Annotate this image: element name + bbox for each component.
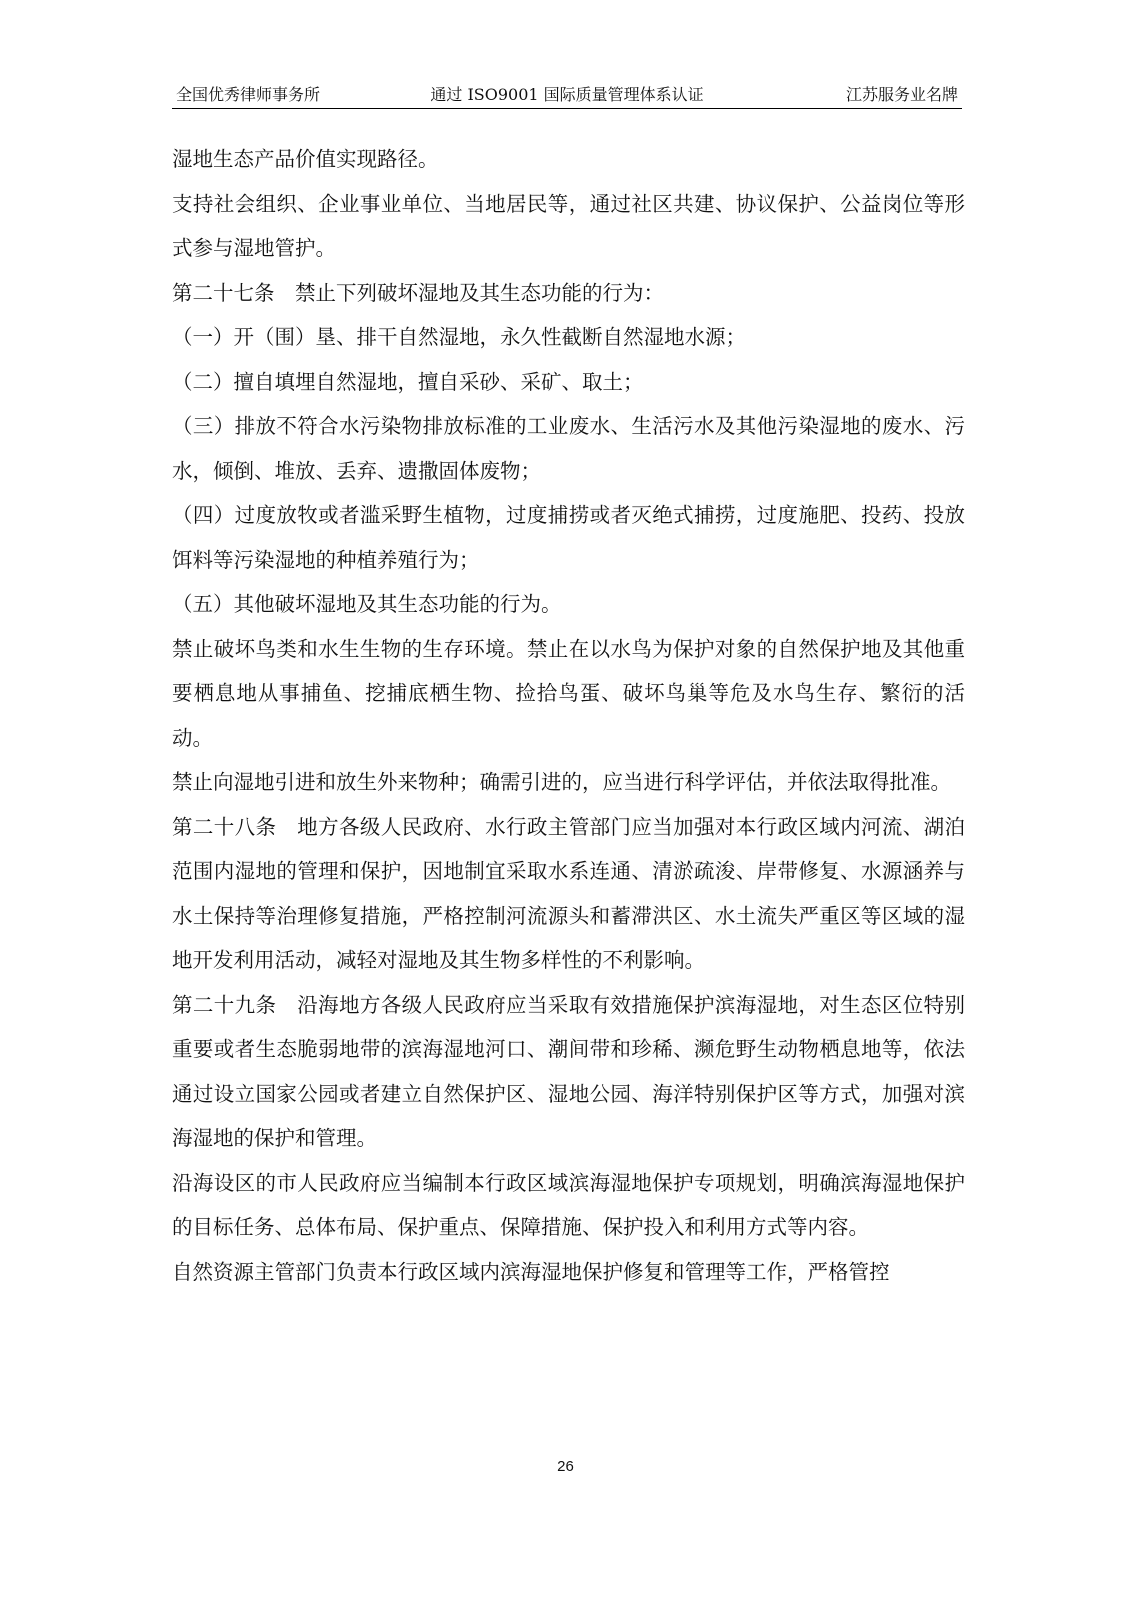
paragraph: 禁止破坏鸟类和水生生物的生存环境。禁止在以水鸟为保护对象的自然保护地及其他重要栖息地从事捕鱼、挖捕底栖生物、捡拾鸟蛋、破坏鸟巢等危及水鸟生存、繁衍的活动。	[172, 636, 965, 750]
document-body	[172, 137, 965, 1294]
list-item: （四）过度放牧或者滥采野生植物，过度捕捞或者灭绝式捕捞，过度施肥、投药、投放饵料等污染湿地的种植养殖行为；	[172, 503, 965, 572]
article-28: 第二十八条 地方各级人民政府、水行政主管部门应当加强对本行政区域内河流、湖泊范围内湿地的管理和保护，因地制宜采取水系连通、清淤疏浚、岸带修复、水源涵养与水土保持等治理修复措施，严格控制河流源头和蓄滞洪区、水土流失严重区等区域的湿地开发利用活动，减轻对湿地及其生物多样性的不利影响。	[172, 814, 965, 972]
header-left-text: 全国优秀律师事务所	[176, 85, 321, 104]
list-item: （五）其他破坏湿地及其生态功能的行为。	[172, 592, 562, 616]
paragraph: 湿地生态产品价值实现路径。	[172, 147, 439, 171]
article-27-heading: 第二十七条 禁止下列破坏湿地及其生态功能的行为：	[172, 280, 664, 305]
header-right-text: 江苏服务业名牌	[845, 85, 958, 104]
header-center-text: 通过 ISO9001 国际质量管理体系认证	[430, 85, 704, 104]
list-item: （三）排放不符合水污染物排放标准的工业废水、生活污水及其他污染湿地的废水、污水，倾倒、堆放、丢弃、遗撒固体废物；	[172, 414, 965, 483]
paragraph: 禁止向湿地引进和放生外来物种；确需引进的，应当进行科学评估，并依法取得批准。	[172, 770, 951, 794]
paragraph: 自然资源主管部门负责本行政区域内滨海湿地保护修复和管理等工作，严格管控	[172, 1259, 890, 1284]
article-29: 第二十九条 沿海地方各级人民政府应当采取有效措施保护滨海湿地，对生态区位特别重要或者生态脆弱地带的滨海湿地河口、潮间带和珍稀、濒危野生动物栖息地等，依法通过设立国家公园或者建立自然保护区、湿地公园、海洋特别保护区等方式，加强对滨海湿地的保护和管理。	[172, 992, 965, 1150]
list-item: （一）开（围）垦、排干自然湿地，永久性截断自然湿地水源；	[172, 325, 746, 349]
paragraph: 支持社会组织、企业事业单位、当地居民等，通过社区共建、协议保护、公益岗位等形式参与湿地管护。	[172, 191, 965, 260]
paragraph: 沿海设区的市人民政府应当编制本行政区域滨海湿地保护专项规划，明确滨海湿地保护的目标任务、总体布局、保护重点、保障措施、保护投入和利用方式等内容。	[172, 1170, 965, 1239]
list-item: （二）擅自填埋自然湿地，擅自采砂、采矿、取土；	[172, 369, 644, 394]
page-header	[172, 78, 962, 109]
page-number: 26	[557, 1458, 574, 1475]
